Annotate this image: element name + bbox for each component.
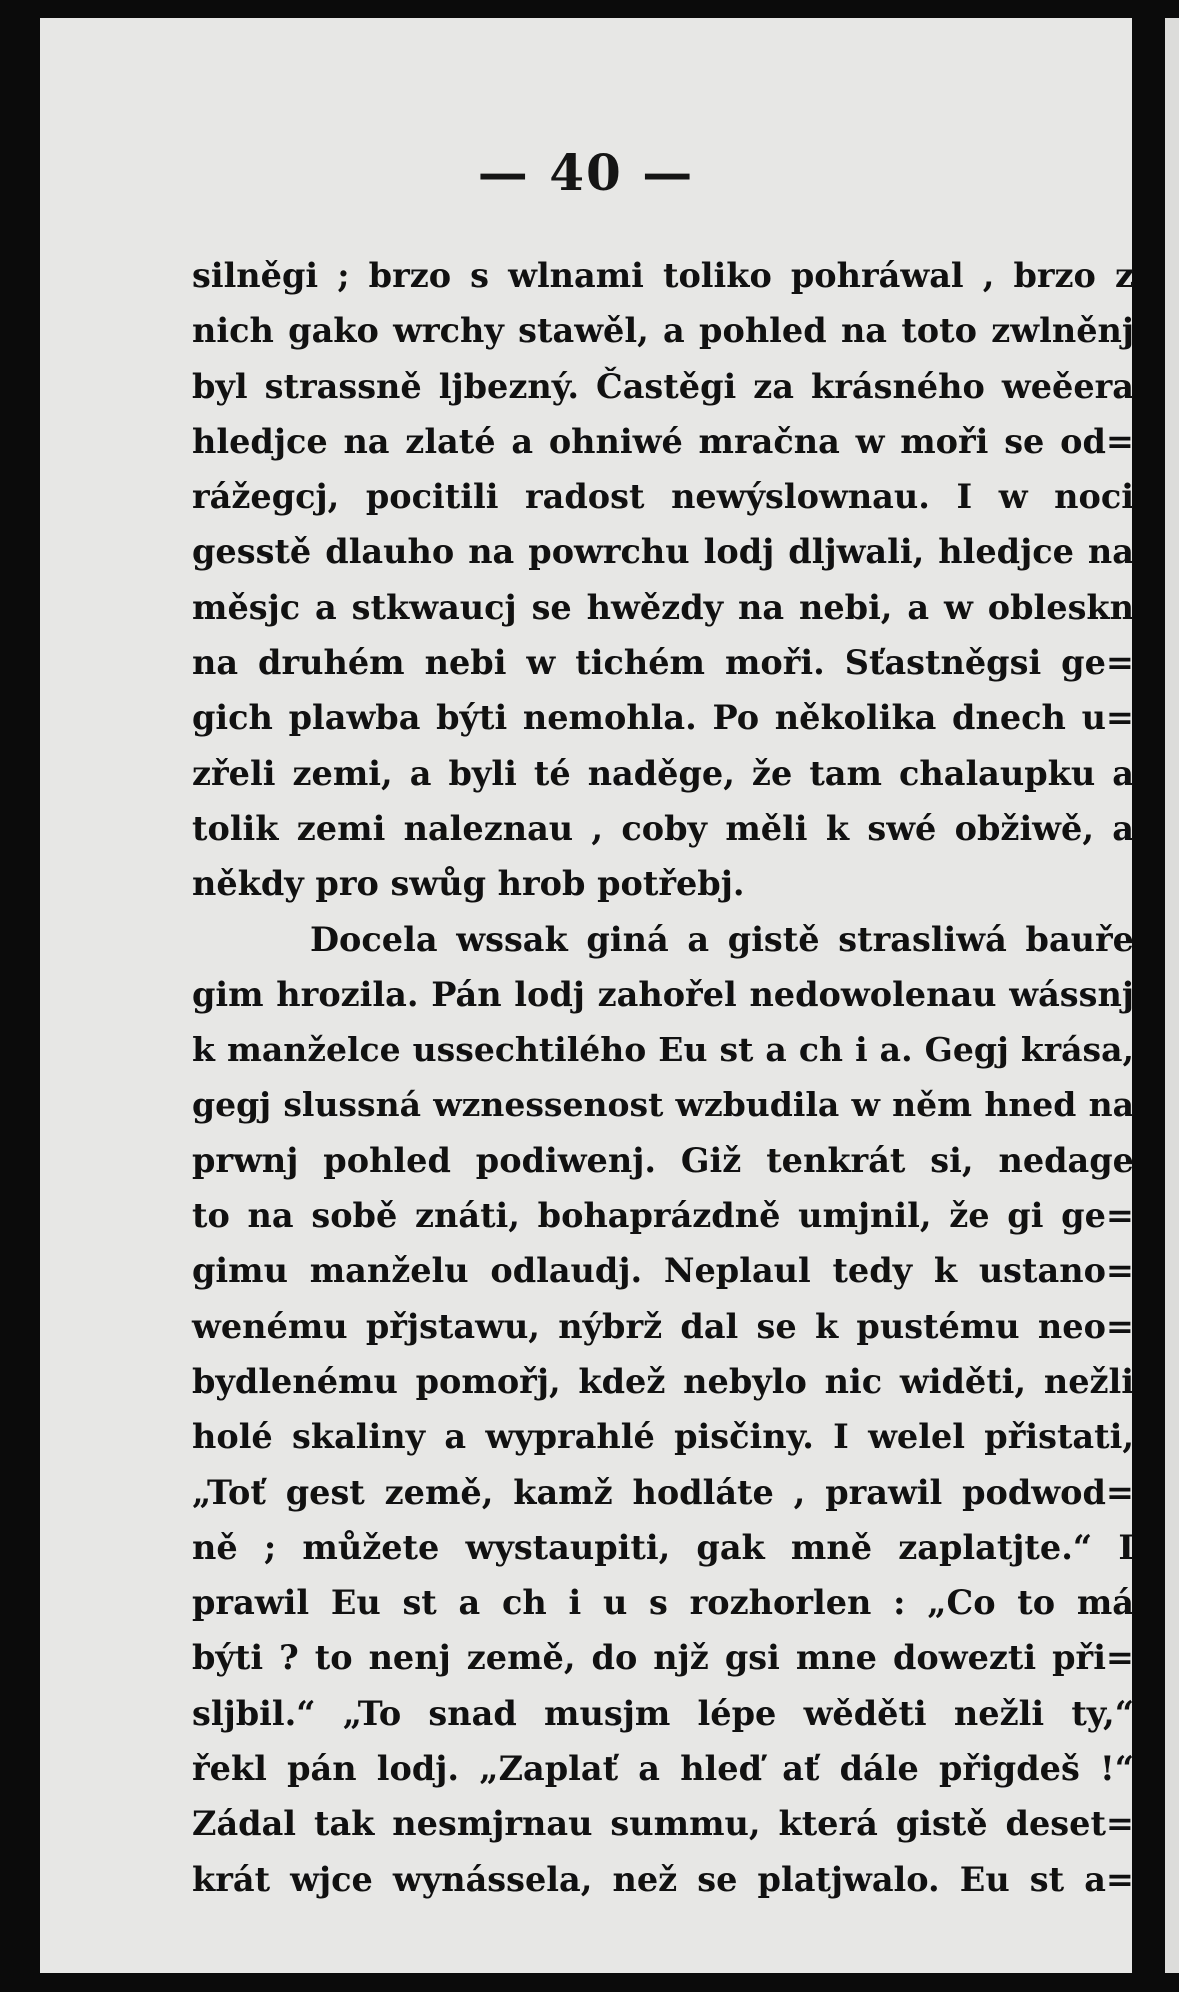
- text-line: Docela wssak giná a gistě strasliwá bauře: [310, 919, 1134, 959]
- text-line: Zádal tak nesmjrnau summu, která gistě deset=: [192, 1804, 1134, 1844]
- text-line: gesstě dlauho na powrchu lodj dljwali, hledjce na: [192, 532, 1134, 572]
- text-line: gimu manželu odlaudj. Neplaul tedy k ustano=: [192, 1251, 1134, 1291]
- body-text: [192, 248, 1134, 1907]
- text-line: silněgi ; brzo s wlnami toliko pohráwal , brzo z: [192, 256, 1134, 295]
- text-line: rážegcj, pocitili radost newýslownau. I w noci: [192, 477, 1134, 517]
- text-line: někdy pro swůg hrob potřebj.: [192, 864, 745, 904]
- adjacent-page-edge: [1165, 18, 1179, 1973]
- text-line: hledjce na zlaté a ohniwé mračna w moři se od=: [192, 421, 1134, 461]
- text-line: „Toť gest země, kamž hodláte , prawil podwod=: [192, 1472, 1134, 1512]
- text-line: ně ; můžete wystaupiti, gak mně zaplatjte.“ I: [192, 1527, 1134, 1567]
- text-line: gim hrozila. Pán lodj zahořel nedowolenau wássnj: [192, 974, 1134, 1014]
- text-line: řekl pán lodj. „Zaplať a hleď ať dále přigdeš !“: [192, 1749, 1134, 1789]
- text-line: měsjc a stkwaucj se hwězdy na nebi, a w obleskn: [192, 587, 1134, 627]
- text-line: prwnj pohled podiwenj. Giž tenkrát si, nedage: [192, 1140, 1134, 1180]
- text-line: na druhém nebi w tichém moři. Sťastněgsi ge=: [192, 643, 1134, 683]
- text-line: gich plawba býti nemohla. Po několika dnech u=: [192, 698, 1134, 738]
- text-line: býti ? to nenj země, do njž gsi mne dowezti při=: [192, 1638, 1134, 1678]
- text-line: byl strassně ljbezný. Častěgi za krásného weěera: [192, 366, 1134, 406]
- text-line: k manželce ussechtilého Eu st a ch i a. Gegj krása,: [192, 1030, 1134, 1070]
- text-line: nich gako wrchy stawěl, a pohled na toto zwlněnj: [192, 311, 1134, 351]
- text-line: zřeli zemi, a byli té naděge, že tam chalaupku a: [192, 753, 1134, 793]
- text-line: wenému přjstawu, nýbrž dal se k pustému neo=: [192, 1306, 1134, 1346]
- text-line: gegj slussná wznessenost wzbudila w něm hned na: [192, 1085, 1134, 1125]
- text-line: krát wjce wynássela, než se platjwalo. Eu st a=: [192, 1859, 1134, 1899]
- text-line: bydlenému pomořj, kdež nebylo nic widěti, nežli: [192, 1361, 1134, 1401]
- text-line: sljbil.“ „To snad musjm lépe wěděti nežli ty,“: [192, 1693, 1134, 1733]
- page-number: — 40 —: [477, 143, 695, 202]
- text-line: prawil Eu st a ch i u s rozhorlen : „Co to má: [192, 1583, 1134, 1623]
- text-line: to na sobě znáti, bohaprázdně umjnil, že gi ge=: [192, 1196, 1134, 1236]
- text-line: tolik zemi naleznau , coby měli k swé obžiwě, a: [192, 808, 1134, 848]
- book-page: [40, 18, 1132, 1973]
- text-line: holé skaliny a wyprahlé pisčiny. I welel přistati,: [192, 1417, 1134, 1457]
